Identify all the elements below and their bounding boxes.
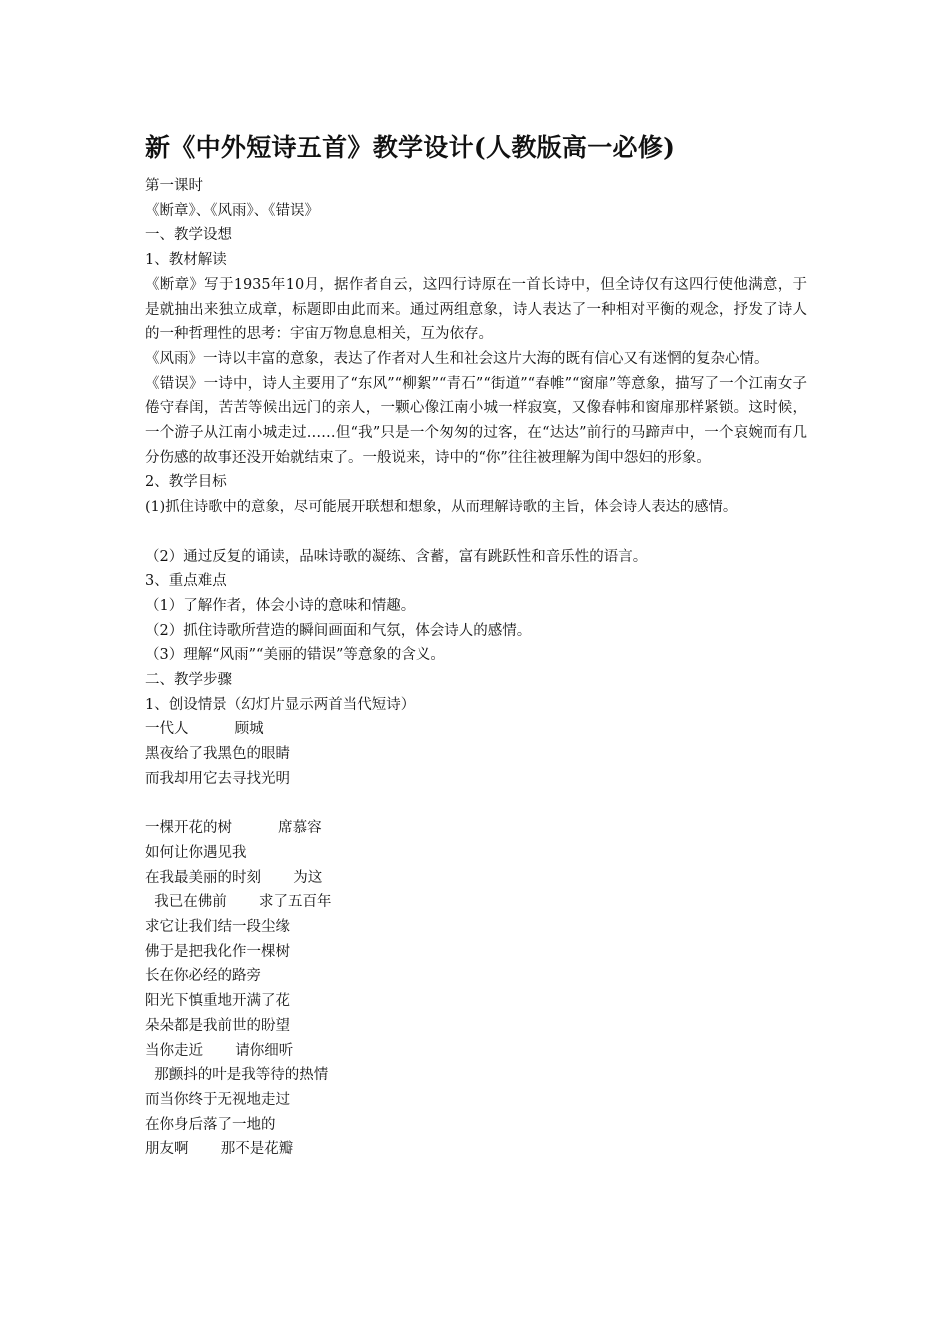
poem-titles: 《断章》、《风雨》、《错误》 bbox=[145, 202, 319, 219]
blank-line bbox=[145, 520, 825, 545]
poem-line: 在我最美丽的时刻 为这 bbox=[145, 869, 323, 886]
subsection-heading: 1、教材解读 bbox=[145, 252, 227, 269]
poem-line: 朋友啊 那不是花瓣 bbox=[145, 1141, 294, 1158]
poem-heading: 一棵开花的树 席慕容 bbox=[145, 820, 322, 837]
poem-line: 那颤抖的叶是我等待的热情 bbox=[145, 1067, 329, 1084]
poem-line: 长在你必经的路旁 bbox=[145, 968, 261, 985]
key-point-item: （1）了解作者，体会小诗的意味和情趣。 bbox=[145, 597, 416, 614]
document-page bbox=[145, 128, 825, 1162]
paragraph-cuowu: 《错误》一诗中，诗人主要用了“东风”“柳絮”“青石”“街道”“春帷”“窗扉”等意象，描写了一个江南女子倦守春闺，苦苦等候出远门的亲人，一颗心像江南小城一样寂寞，又像春帏和窗扉那样紧锁。这时候，一个游子从江南小城走过……但“我”只是一个匆匆的过客，在“达达”前行的马蹄声中，一个哀婉而有几分伤感的故事还没开始就结束了。一般说来，诗中的“你”往往被理解为闺中怨妇的形象。 bbox=[145, 375, 807, 466]
poem-line: 而当你终于无视地走过 bbox=[145, 1091, 290, 1108]
poem-line: 求它让我们结一段尘缘 bbox=[145, 919, 290, 936]
poem-line: 黑夜给了我黑色的眼睛 bbox=[145, 746, 290, 763]
section-heading: 二、教学步骤 bbox=[145, 672, 232, 689]
subsection-heading: 2、教学目标 bbox=[145, 474, 227, 491]
blank-line bbox=[145, 792, 825, 817]
poem-line: 如何让你遇见我 bbox=[145, 844, 247, 861]
key-point-item: （2）抓住诗歌所营造的瞬间画面和气氛，体会诗人的感情。 bbox=[145, 622, 532, 639]
poem-line: 当你走近 请你细听 bbox=[145, 1042, 294, 1059]
poem-line: 阳光下慎重地开满了花 bbox=[145, 993, 290, 1010]
subsection-heading: 3、重点难点 bbox=[145, 573, 227, 590]
lesson-label: 第一课时 bbox=[145, 178, 203, 194]
section-heading: 一、教学设想 bbox=[145, 227, 232, 244]
poem-line: 而我却用它去寻找光明 bbox=[145, 770, 290, 787]
poem-line: 佛于是把我化作一棵树 bbox=[145, 943, 290, 960]
document-title: 新《中外短诗五首》教学设计(人教版高一必修) bbox=[145, 133, 676, 162]
objective-item: (1)抓住诗歌中的意象，尽可能展开联想和想象，从而理解诗歌的主旨，体会诗人表达的感情。 bbox=[145, 499, 738, 516]
subsection-heading: 1、创设情景（幻灯片显示两首当代短诗） bbox=[145, 696, 416, 713]
poem-line: 我已在佛前 求了五百年 bbox=[145, 894, 332, 911]
paragraph-fengyu: 《风雨》一诗以丰富的意象，表达了作者对人生和社会这片大海的既有信心又有迷惘的复杂心情。 bbox=[145, 350, 769, 367]
poem-heading: 一代人 顾城 bbox=[145, 721, 264, 738]
poem-line: 在你身后落了一地的 bbox=[145, 1116, 276, 1133]
key-point-item: （3）理解“风雨”“美丽的错误”等意象的含义。 bbox=[145, 647, 445, 664]
objective-item: （2）通过反复的诵读，品味诗歌的凝练、含蓄，富有跳跃性和音乐性的语言。 bbox=[145, 548, 648, 565]
paragraph-duanzhang: 《断章》写于1935年10月，据作者自云，这四行诗原在一首长诗中，但全诗仅有这四行使他满意，于是就抽出来独立成章，标题即由此而来。通过两组意象，诗人表达了一种相对平衡的观念，抒发了诗人的一种哲理性的思考：宇宙万物息息相关，互为依存。 bbox=[145, 276, 807, 343]
poem-line: 朵朵都是我前世的盼望 bbox=[145, 1017, 290, 1034]
